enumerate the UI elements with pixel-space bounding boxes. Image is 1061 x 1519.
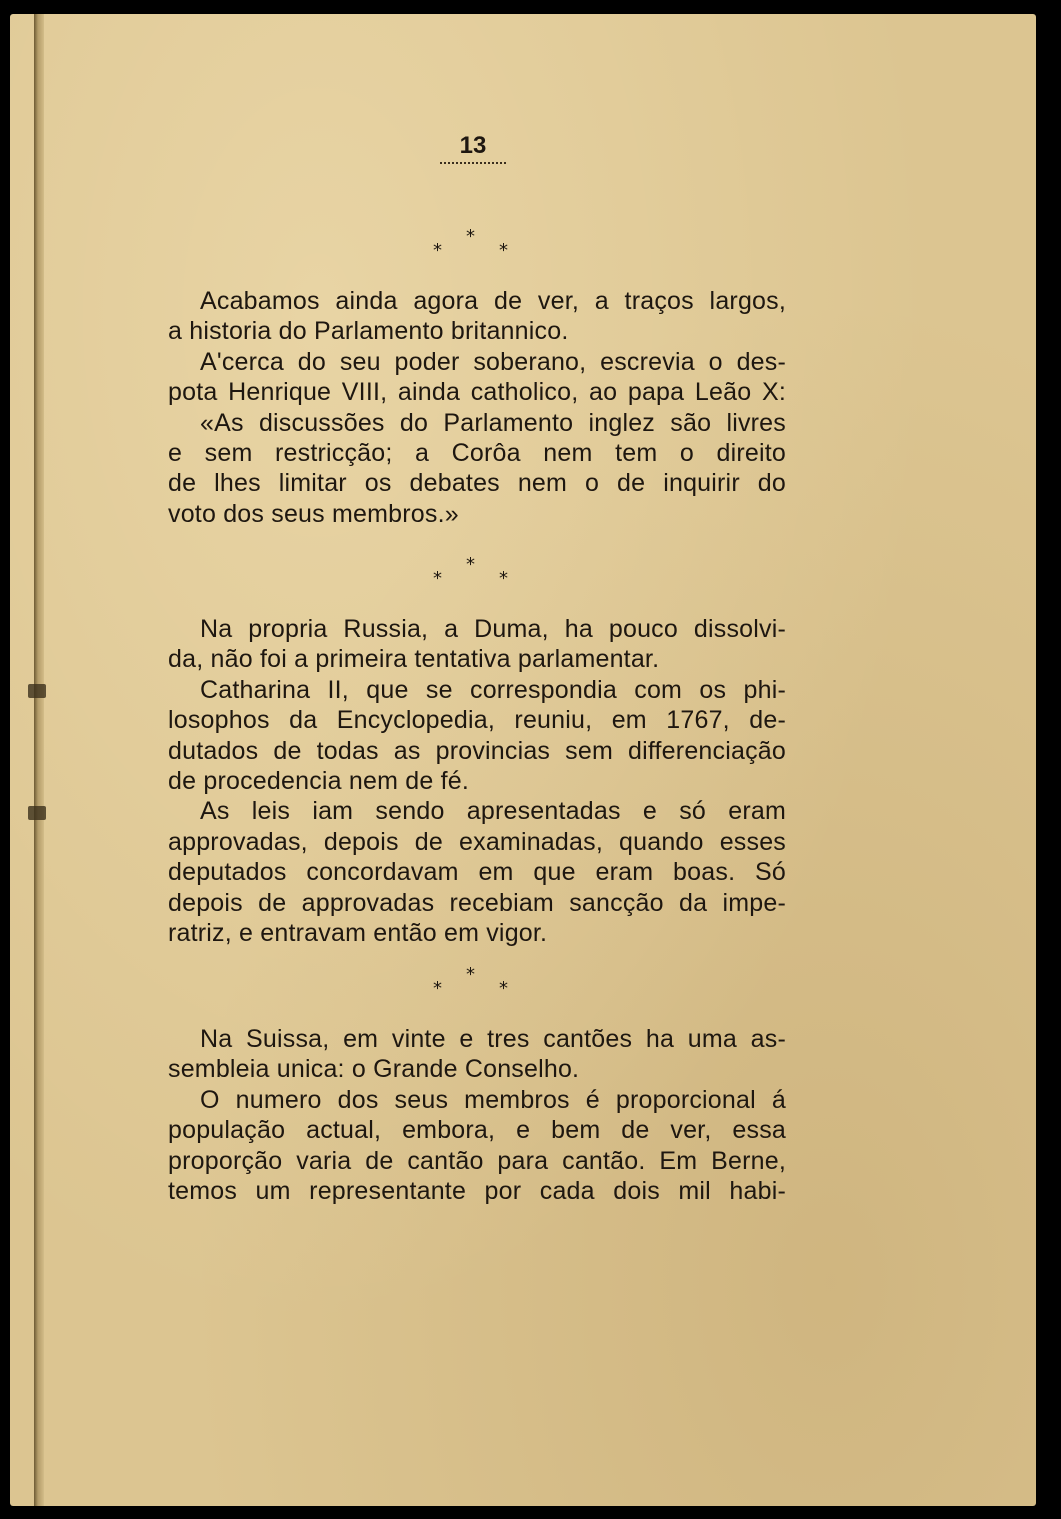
text-line: approvadas, depois de examinadas, quando esses	[168, 827, 786, 856]
asterism-star-icon: *	[433, 240, 442, 261]
paragraph-block-1	[168, 286, 786, 529]
text-line: temos um representante por cada dois mil habi-	[168, 1176, 786, 1205]
text-line: de procedencia nem de fé.	[168, 766, 470, 795]
paragraph-block-2	[168, 614, 786, 948]
asterism-star-icon: *	[466, 554, 475, 575]
text-line: dutados de todas as provincias sem differenciação	[168, 736, 786, 765]
asterism-star-icon: *	[499, 568, 508, 589]
asterism-star-icon: *	[433, 568, 442, 589]
text-line: Na propria Russia, a Duma, ha pouco dissolvi-	[200, 615, 786, 643]
text-line: «As discussões do Parlamento inglez são livres	[200, 408, 786, 437]
text-line: a historia do Parlamento britannico.	[168, 317, 569, 346]
text-line: A'cerca do seu poder soberano, escrevia o des-	[200, 347, 786, 376]
section-divider-asterism	[433, 554, 513, 598]
text-line: de lhes limitar os debates nem o de inquirir do	[168, 469, 786, 498]
section-divider-asterism	[433, 964, 513, 1008]
margin-ink-mark	[28, 684, 46, 698]
text-line: deputados concordavam em que eram boas. Só	[168, 858, 786, 887]
text-line: da, não foi a primeira tentativa parlamentar.	[168, 645, 660, 674]
text-line: pota Henrique VIII, ainda catholico, ao papa Leão X:	[168, 378, 786, 407]
text-line: voto dos seus membros.»	[168, 499, 459, 528]
text-line: O numero dos seus membros é proporcional á	[200, 1085, 786, 1114]
text-line: e sem restricção; a Corôa nem tem o direito	[168, 438, 786, 467]
asterism-star-icon: *	[433, 978, 442, 999]
text-line: losophos da Encyclopedia, reuniu, em 1767, de-	[168, 706, 786, 735]
asterism-star-icon: *	[499, 240, 508, 261]
asterism-star-icon: *	[499, 978, 508, 999]
text-line: Catharina II, que se correspondia com os phi-	[200, 675, 786, 704]
section-divider-asterism	[433, 226, 513, 270]
text-line: Acabamos ainda agora de ver, a traços largos,	[200, 287, 786, 315]
text-line: proporção varia de cantão para cantão. Em Berne,	[168, 1146, 786, 1175]
text-line: sembleia unica: o Grande Conselho.	[168, 1055, 580, 1084]
text-line: Na Suissa, em vinte e tres cantões ha uma as-	[200, 1025, 786, 1053]
asterism-star-icon: *	[466, 226, 475, 247]
margin-ink-mark	[28, 806, 46, 820]
paragraph-block-3	[168, 1024, 786, 1206]
text-line: população actual, embora, e bem de ver, essa	[168, 1116, 786, 1145]
text-line: depois de approvadas recebiam sancção da impe-	[168, 888, 786, 917]
page-number: 13	[440, 132, 506, 164]
page-gutter	[34, 14, 44, 1506]
text-line: As leis iam sendo apresentadas e só eram	[200, 797, 786, 826]
text-line: ratriz, e entravam então em vigor.	[168, 918, 548, 947]
asterism-star-icon: *	[466, 964, 475, 985]
